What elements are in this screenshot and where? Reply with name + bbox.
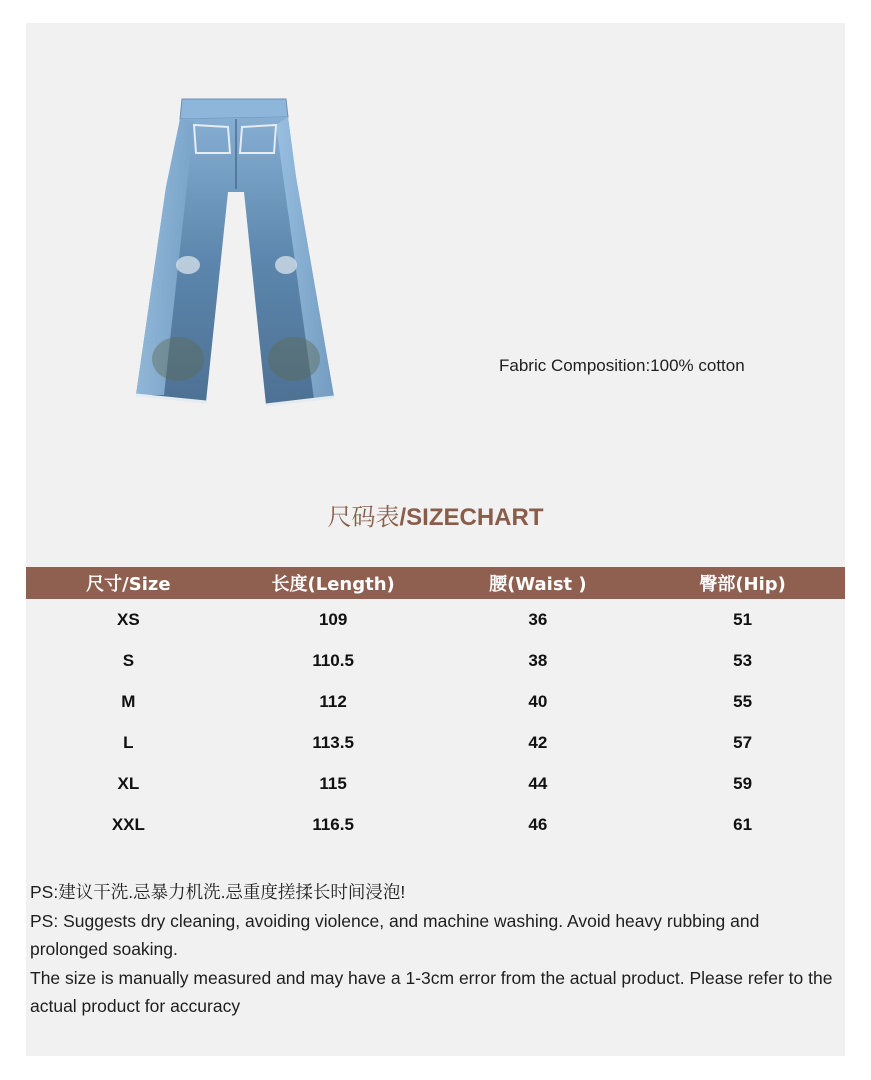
header-size: 尺寸/Size — [26, 567, 231, 599]
size-chart-title — [26, 497, 845, 532]
header-length: 长度(Length) — [231, 567, 436, 599]
size-chart-sheet — [26, 23, 845, 1056]
care-note-cn: PS:建议干洗.忌暴力机洗.忌重度搓揉长时间浸泡! — [30, 882, 406, 902]
table-row — [26, 763, 845, 804]
cell-size: M — [121, 691, 136, 711]
cell-size: XXL — [111, 814, 145, 834]
cell-waist: 42 — [528, 732, 548, 752]
fabric-composition: Fabric Composition:100% cotton — [499, 356, 745, 375]
cell-size: S — [122, 650, 135, 670]
header-waist: 腰(Waist ) — [436, 567, 641, 599]
size-table — [26, 567, 845, 845]
header-hip: 臀部(Hip) — [640, 567, 845, 599]
cell-waist: 40 — [528, 691, 548, 711]
cell-length: 110.5 — [312, 650, 354, 670]
cell-length: 116.5 — [312, 814, 354, 834]
cell-hip: 53 — [733, 650, 753, 670]
cell-waist: 46 — [528, 814, 548, 834]
cell-hip: 57 — [733, 732, 753, 752]
table-row — [26, 599, 845, 640]
cell-length: 109 — [318, 609, 348, 629]
care-notes — [30, 878, 840, 1021]
cell-size: XL — [117, 773, 140, 793]
cell-hip: 61 — [733, 814, 753, 834]
size-chart-title-cn: 尺码表 — [327, 503, 400, 531]
cell-hip: 51 — [733, 609, 753, 629]
care-note-en: PS: Suggests dry cleaning, avoiding violence, and machine washing. Avoid heavy rubbing and prolonged soaking. — [30, 910, 760, 959]
cell-length: 115 — [319, 773, 347, 793]
cell-size: L — [123, 732, 134, 752]
cell-size: XS — [117, 609, 140, 629]
cell-waist: 44 — [528, 773, 548, 793]
table-row — [26, 722, 845, 763]
size-chart-title-en: /SIZECHART — [399, 504, 544, 531]
cell-length: 113.5 — [312, 732, 354, 752]
cell-hip: 59 — [733, 773, 753, 793]
cell-length: 112 — [319, 691, 347, 711]
table-row — [26, 804, 845, 845]
jeans-product-image — [136, 97, 336, 407]
cell-waist: 36 — [528, 609, 548, 629]
cell-waist: 38 — [528, 650, 548, 670]
table-row — [26, 640, 845, 681]
size-table-header — [26, 567, 845, 599]
cell-hip: 55 — [733, 691, 753, 711]
size-disclaimer: The size is manually measured and may have a 1-3cm error from the actual product. Please refer to the actual product for accuracy — [30, 967, 833, 1016]
table-row — [26, 681, 845, 722]
